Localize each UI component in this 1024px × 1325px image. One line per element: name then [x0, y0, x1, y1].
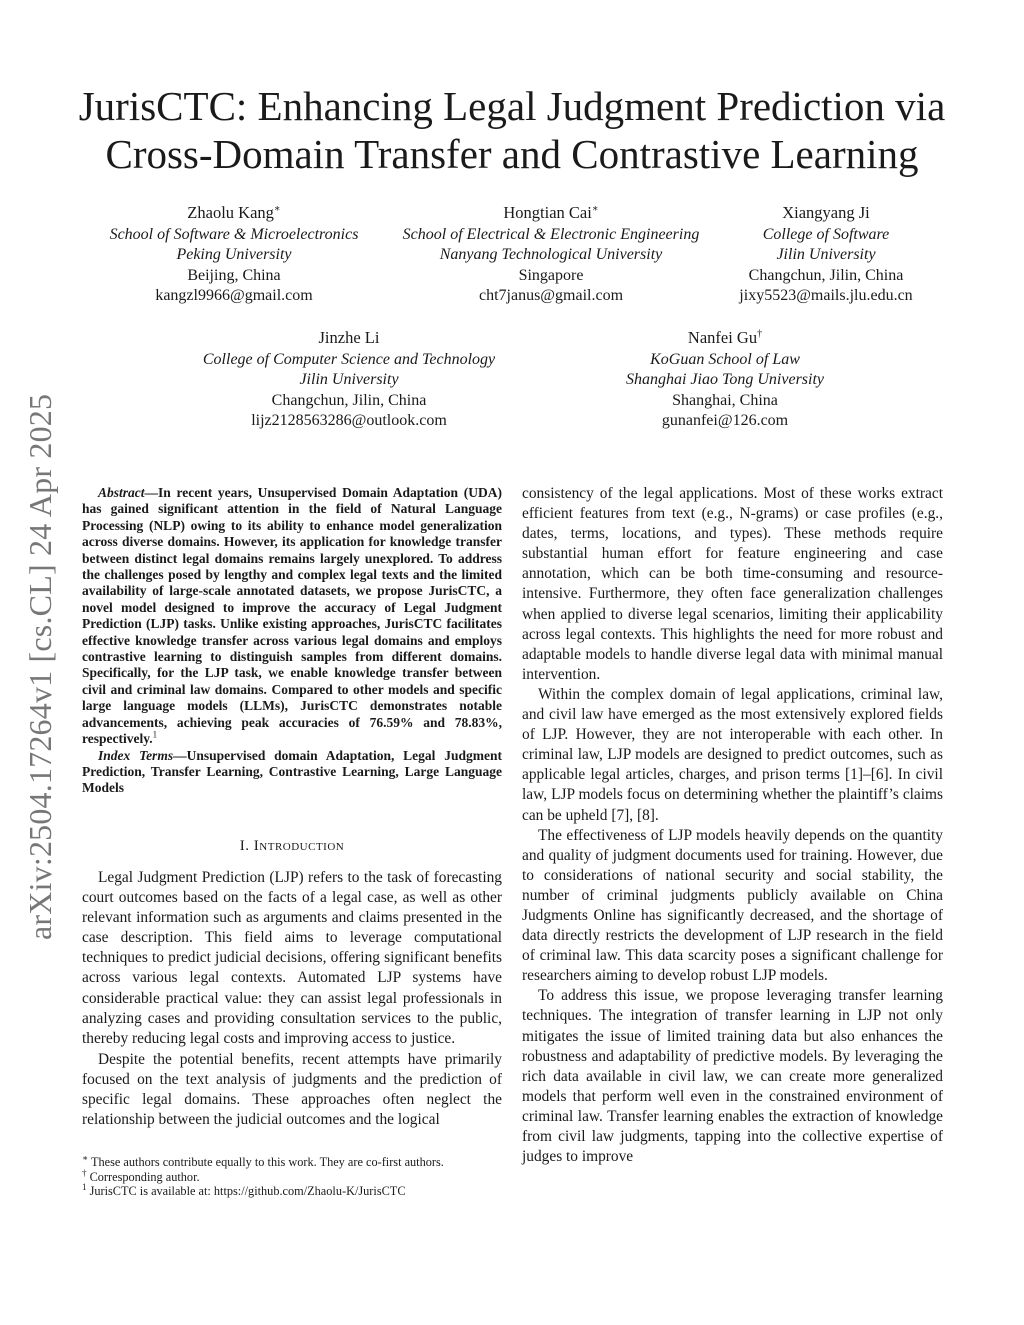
footnote-mark: † — [82, 1167, 87, 1178]
author-location: Beijing, China — [187, 266, 281, 284]
index-terms-text: —Unsupervised domain Adaptation, Legal Judgment Prediction, Transfer Learning, Contrastive Learning, Large Language Models — [82, 747, 502, 796]
author-affiliation: School of Electrical & Electronic Engineering — [402, 225, 700, 243]
footnote-mark: 1 — [82, 1182, 87, 1193]
footnote-ref: 1 — [152, 729, 158, 740]
author-email: gunanfei@126.com — [661, 412, 789, 430]
author-affiliation: College of Software — [762, 225, 890, 243]
abstract — [82, 485, 502, 797]
left-column — [82, 868, 502, 1130]
body-paragraph: To address this issue, we propose leveraging transfer learning techniques. The integration of transfer learning in LJP not only mitigates the issue of limited training data but also enhances the robustness and adaptability of predictive models. By leveraging the rich data available in civil law, we can create more generalized models that perform well even in the constrained environment of criminal law. Transfer learning enables the extraction of knowledge from civil law judgments, tapping into the collective expertise of judges to improve — [522, 987, 943, 1166]
author-block — [600, 328, 850, 432]
author-institution: Jilin University — [299, 371, 399, 389]
section-number: I. — [239, 838, 250, 854]
footnote-text: JurisCTC is available at: https://github.com/Zhaolu-K/JurisCTC — [89, 1184, 406, 1199]
author-affiliation: KoGuan School of Law — [650, 350, 800, 368]
author-mark: † — [757, 328, 763, 340]
author-name: Xiangyang Ji — [782, 203, 870, 222]
author-name: Nanfei Gu — [687, 328, 758, 347]
author-mark: ∗ — [273, 203, 281, 215]
author-location: Shanghai, China — [672, 391, 778, 409]
author-block — [726, 203, 926, 307]
author-block — [184, 328, 514, 432]
abstract-text: —In recent years, Unsupervised Domain Adaptation (UDA) has gained significant attention in the field of Natural Language Processing (NLP) owing to its ability to enhance model generalization across diverse domains. However, its application for knowledge transfer between distinct legal domains remains largely unexplored. To address the challenges posed by lengthy and complex legal texts and the limited availability of large-scale annotated datasets, we propose JurisCTC, a novel model designed to improve the accuracy of Legal Judgment Prediction (LJP) tasks. Unlike existing approaches, JurisCTC facilitates effective knowledge transfer across various legal domains and employs contrastive learning to distinguish samples from different domains. Specifically, for the LJP task, we enable knowledge transfer between civil and criminal law domains. Compared to other models and specific large language models (LLMs), JurisCTC demonstrates notable advancements, achieving peak accuracies of 76.59% and 78.83%, respectively. — [82, 485, 502, 747]
body-paragraph: Legal Judgment Prediction (LJP) refers to the task of forecasting court outcomes based on the facts of a legal case, as well as other relevant information such as arguments and claims presented in the case description. This field aims to leverage computational techniques to predict judicial decisions, offering significant benefits across various legal contexts. Automated LJP systems have considerable practical value: they can assist legal professionals in analyzing cases and providing consultation services to the public, thereby reducing legal costs and improving access to justice. — [82, 869, 502, 1047]
author-name: Jinzhe Li — [318, 328, 380, 347]
section-heading — [82, 838, 502, 855]
footnotes — [82, 1152, 512, 1199]
title-line: JurisCTC: Enhancing Legal Judgment Prediction via — [78, 83, 946, 129]
author-location: Singapore — [518, 266, 584, 284]
footnote — [82, 1152, 512, 1170]
index-terms-label: Index Terms — [98, 747, 174, 763]
paper-title — [60, 82, 964, 178]
abstract-paragraph — [82, 485, 502, 748]
author-location: Changchun, Jilin, China — [271, 391, 427, 409]
author-institution: Shanghai Jiao Tong University — [625, 371, 825, 389]
index-terms — [82, 748, 502, 797]
title-line: Cross-Domain Transfer and Contrastive Learning — [105, 131, 919, 177]
author-email: kangzl9966@gmail.com — [155, 287, 313, 305]
author-affiliation: College of Computer Science and Technology — [202, 350, 496, 368]
body-paragraph: Despite the potential benefits, recent attempts have primarily focused on the text analysis of judgments and the prediction of specific legal domains. These approaches often neglect the relationship between the judicial outcomes and the logical — [82, 1050, 502, 1129]
body-paragraph: consistency of the legal applications. Most of these works extract efficient features from text (e.g., N-grams) or case profiles (e.g., dates, terms, locations, and types). These methods require substantial human effort for feature engineering and case annotation, which can be both time-consuming and resource-intensive. Furthermore, they often face generalization challenges when applied to diverse legal scenarios, limiting their applicability across legal contexts. This highlights the need for more robust and adaptable models to handle diverse legal data with minimal manual intervention. — [522, 485, 943, 683]
author-email: cht7janus@gmail.com — [478, 287, 624, 305]
author-email: jixy5523@mails.jlu.edu.cn — [739, 287, 913, 305]
abstract-label: Abstract — [98, 485, 145, 500]
arxiv-identifier: arXiv:2504.17264v1 [cs.CL] 24 Apr 2025 — [22, 393, 58, 940]
author-mark: ∗ — [591, 203, 599, 215]
author-location: Changchun, Jilin, China — [748, 266, 904, 284]
author-institution: Peking University — [176, 246, 292, 264]
body-paragraph: Within the complex domain of legal applications, criminal law, and civil law have emerged as the most extensively explored fields of LJP. However, they are not interoperable with each other. In criminal law, LJP models are designed to predict outcomes, such as applicable legal articles, charges, and prison terms [1]–[6]. In civil law, LJP models focus on determining whether the plaintiff’s claims can be upheld [7], [8]. — [522, 685, 943, 824]
author-institution: Nanyang Technological University — [439, 246, 663, 264]
author-institution: Jilin University — [776, 246, 876, 264]
author-name: Zhaolu Kang — [187, 203, 274, 222]
footnote — [82, 1167, 512, 1185]
section-title: Introduction — [253, 838, 345, 854]
footnote-text: Corresponding author. — [89, 1169, 200, 1184]
author-block — [380, 203, 722, 307]
footnote-mark: ∗ — [82, 1152, 89, 1163]
footnote-text: These authors contribute equally to this work. They are co-first authors. — [90, 1155, 444, 1169]
author-email: lijz2128563286@outlook.com — [251, 412, 447, 430]
author-block — [92, 203, 376, 307]
body-paragraph: The effectiveness of LJP models heavily depends on the quantity and quality of judgment documents used for training. However, due to considerations of national security and social stability, the number of criminal judgments publicly available on China Judgments Online has significantly decreased, and the shortage of data directly restricts the development of LJP research in the field of criminal law. This data scarcity poses a significant challenge for researchers aiming to develop robust LJP models. — [522, 826, 943, 985]
footnote — [82, 1184, 512, 1199]
author-affiliation: School of Software & Microelectronics — [109, 225, 359, 243]
right-column — [522, 484, 943, 1167]
author-name: Hongtian Cai — [503, 203, 592, 222]
